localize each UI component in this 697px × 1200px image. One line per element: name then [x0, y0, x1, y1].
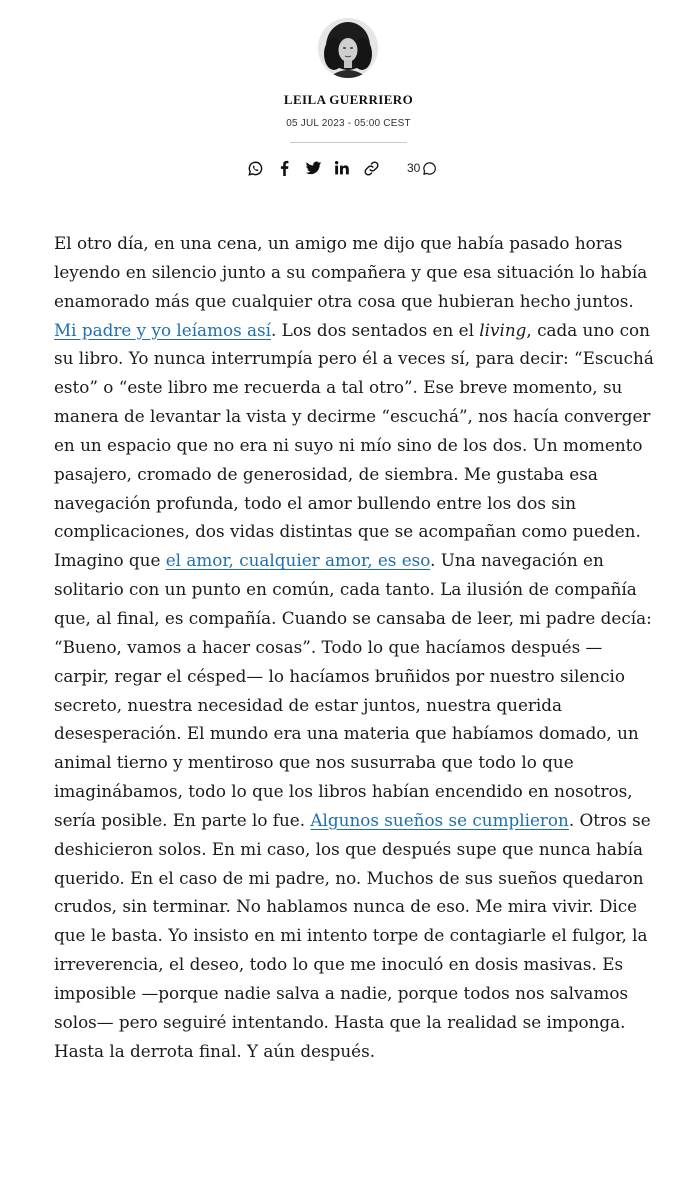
- comment-bubble-icon: [422, 161, 437, 176]
- inline-link[interactable]: Algunos sueños se cumplieron: [310, 809, 569, 830]
- author-avatar[interactable]: [318, 18, 378, 78]
- article-header: [0, 0, 697, 200]
- text-run: . Una navegación en solitario con un punto en común, cada tanto. La ilusión de compañía que, al final, es compañía. Cuando se cansaba de leer, mi padre decía: “Bueno, vamos a hacer cosas”. Todo lo que hacíamos después —carpir, regar el césped— lo hacíamos bruñidos por nuestro silencio secreto, nuestra necesidad de estar juntos, nuestra querida desesperación. El mundo era una materia que habíamos domado, un animal tierno y mentiroso que nos susurraba que todo lo que imaginábamos, todo lo que los libros habían encendido en nosotros, sería posible. En parte lo fue.: [54, 550, 652, 830]
- author-photo-icon: [318, 18, 378, 78]
- comments-button[interactable]: [407, 157, 437, 179]
- facebook-icon[interactable]: [273, 157, 295, 179]
- whatsapp-icon[interactable]: [244, 157, 266, 179]
- text-run: . Los dos sentados en el: [271, 319, 480, 340]
- comment-count: 30: [407, 161, 421, 175]
- article-paragraph: [54, 229, 654, 1065]
- publish-date: 05 JUL 2023 - 05:00 CEST: [286, 118, 411, 129]
- inline-link[interactable]: Mi padre y yo leíamos así: [54, 319, 272, 340]
- share-bar: [244, 157, 389, 179]
- article-body: [54, 229, 654, 1065]
- text-run: , cada uno con su libro. Yo nunca interrumpía pero él a veces sí, para decir: “Escuchá esto” o “este libro me recuerda a tal otro”. Ese breve momento, su manera de levantar la vista y decirme “escuchá”, nos hacía converger en un espacio que no era ni suyo ni mío sino de los dos. Un momento pasajero, cromado de generosidad, de siembra. Me gustaba esa navegación profunda, todo el amor bullendo entre los dos sin complicaciones, dos vidas distintas que se acompañan como pueden. Imagino que: [54, 319, 654, 571]
- inline-link[interactable]: el amor, cualquier amor, es eso: [165, 550, 431, 571]
- text-run: . Otros se deshicieron solos. En mi caso, los que después supe que nunca había querido. En el caso de mi padre, no. Muchos de sus sueños quedaron crudos, sin terminar. No hablamos nunca de eso. Me mira vivir. Dice que le basta. Yo insisto en mi intento torpe de contagiarle el fulgor, la irreverencia, el deseo, todo lo que me inoculó en dosis masivas. Es imposible —porque nadie salva a nadie, porque todos nos salvamos solos— pero seguiré intentando. Hasta que la realidad se imponga. Hasta la derrota final. Y aún después.: [54, 809, 651, 1061]
- text-run: El otro día, en una cena, un amigo me dijo que había pasado horas leyendo en silencio junto a su compañera y que esa situación lo había enamorado más que cualquier otra cosa que hubieran hecho juntos.: [54, 233, 648, 311]
- author-name[interactable]: LEILA GUERRIERO: [283, 92, 414, 107]
- linkedin-icon[interactable]: [331, 157, 353, 179]
- twitter-icon[interactable]: [302, 157, 324, 179]
- header-divider: [290, 142, 407, 143]
- emphasis: living: [479, 319, 527, 340]
- link-icon[interactable]: [360, 157, 382, 179]
